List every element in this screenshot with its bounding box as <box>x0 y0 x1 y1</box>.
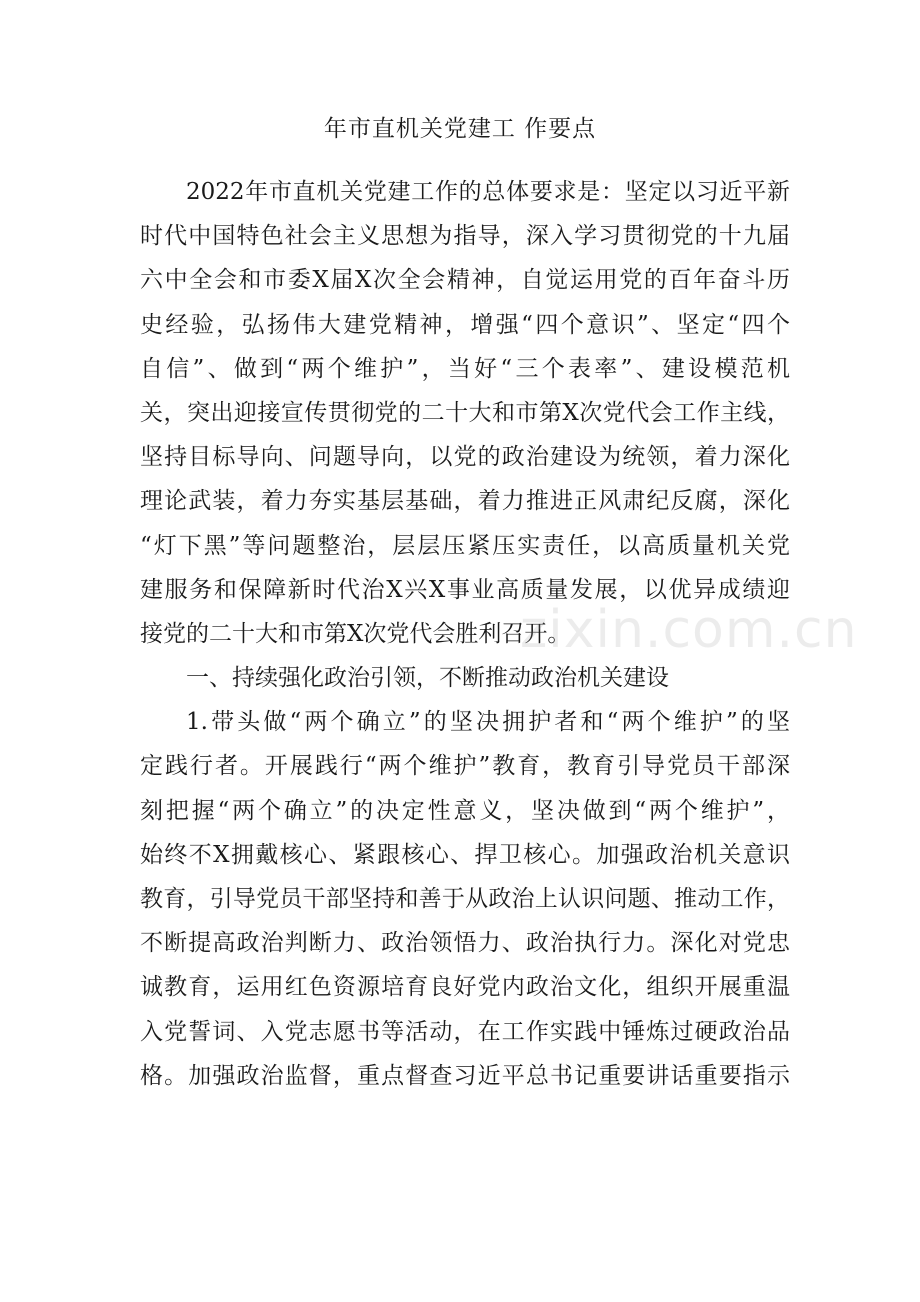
text-line: 坚持目标导向、问题导向，以党的政治建设为统领，着力深化 <box>140 444 790 471</box>
text-line: 关，突出迎接宣传贯彻党的二十大和市第X次党代会工作主线， <box>140 399 790 426</box>
text-line: 入党誓词、入党志愿书等活动，在工作实践中锤炼过硬政治品 <box>140 1018 790 1045</box>
text-line: 自信”、做到“两个维护”，当好“三个表率”、建设模范机 <box>140 355 790 382</box>
document-title: 年市直机关党建工 作要点 <box>323 116 597 142</box>
text-line: 不断提高政治判断力、政治领悟力、政治执行力。深化对党忠 <box>140 930 790 957</box>
text-line: “灯下黑”等问题整治，层层压紧压实责任，以高质量机关党 <box>140 532 790 559</box>
text-line: 六中全会和市委X届X次全会精神，自觉运用党的百年奋斗历 <box>140 267 790 294</box>
text-line: 1.带头做“两个确立”的坚决拥护者和“两个维护”的坚 <box>186 709 790 736</box>
text-line: 接党的二十大和市第X次党代会胜利召开。 <box>140 620 571 647</box>
document-body <box>140 170 790 1098</box>
text-line: 理论武装，着力夯实基层基础，着力推进正风肃纪反腐，深化 <box>140 488 790 515</box>
text-line: 建服务和保障新时代治X兴X事业高质量发展，以优异成绩迎 <box>140 576 790 603</box>
text-line: 定践行者。开展践行“两个维护”教育，教育引导党员干部深 <box>140 753 790 780</box>
text-line: 格。加强政治监督，重点督查习近平总书记重要讲话重要指示 <box>140 1062 790 1089</box>
text-line: 刻把握“两个确立”的决定性意义，坚决做到“两个维护”， <box>140 797 790 824</box>
text-line: 2022年市直机关党建工作的总体要求是：坚定以习近平新 <box>186 179 790 205</box>
text-line: 诚教育，运用红色资源培育良好党内政治文化，组织开展重温 <box>140 974 790 1001</box>
text-line: 史经验，弘扬伟大建党精神，增强“四个意识”、坚定“四个 <box>140 311 790 338</box>
text-line: 教育，引导党员干部坚持和善于从政治上认识问题、推动工作， <box>140 886 790 912</box>
watermark: zixin.com.cn <box>520 600 858 660</box>
text-line: 时代中国特色社会主义思想为指导，深入学习贯彻党的十九届 <box>140 223 790 250</box>
text-line: 始终不X拥戴核心、紧跟核心、捍卫核心。加强政治机关意识 <box>140 841 790 868</box>
text-line: 一、持续强化政治引领，不断推动政治机关建设 <box>186 665 669 692</box>
